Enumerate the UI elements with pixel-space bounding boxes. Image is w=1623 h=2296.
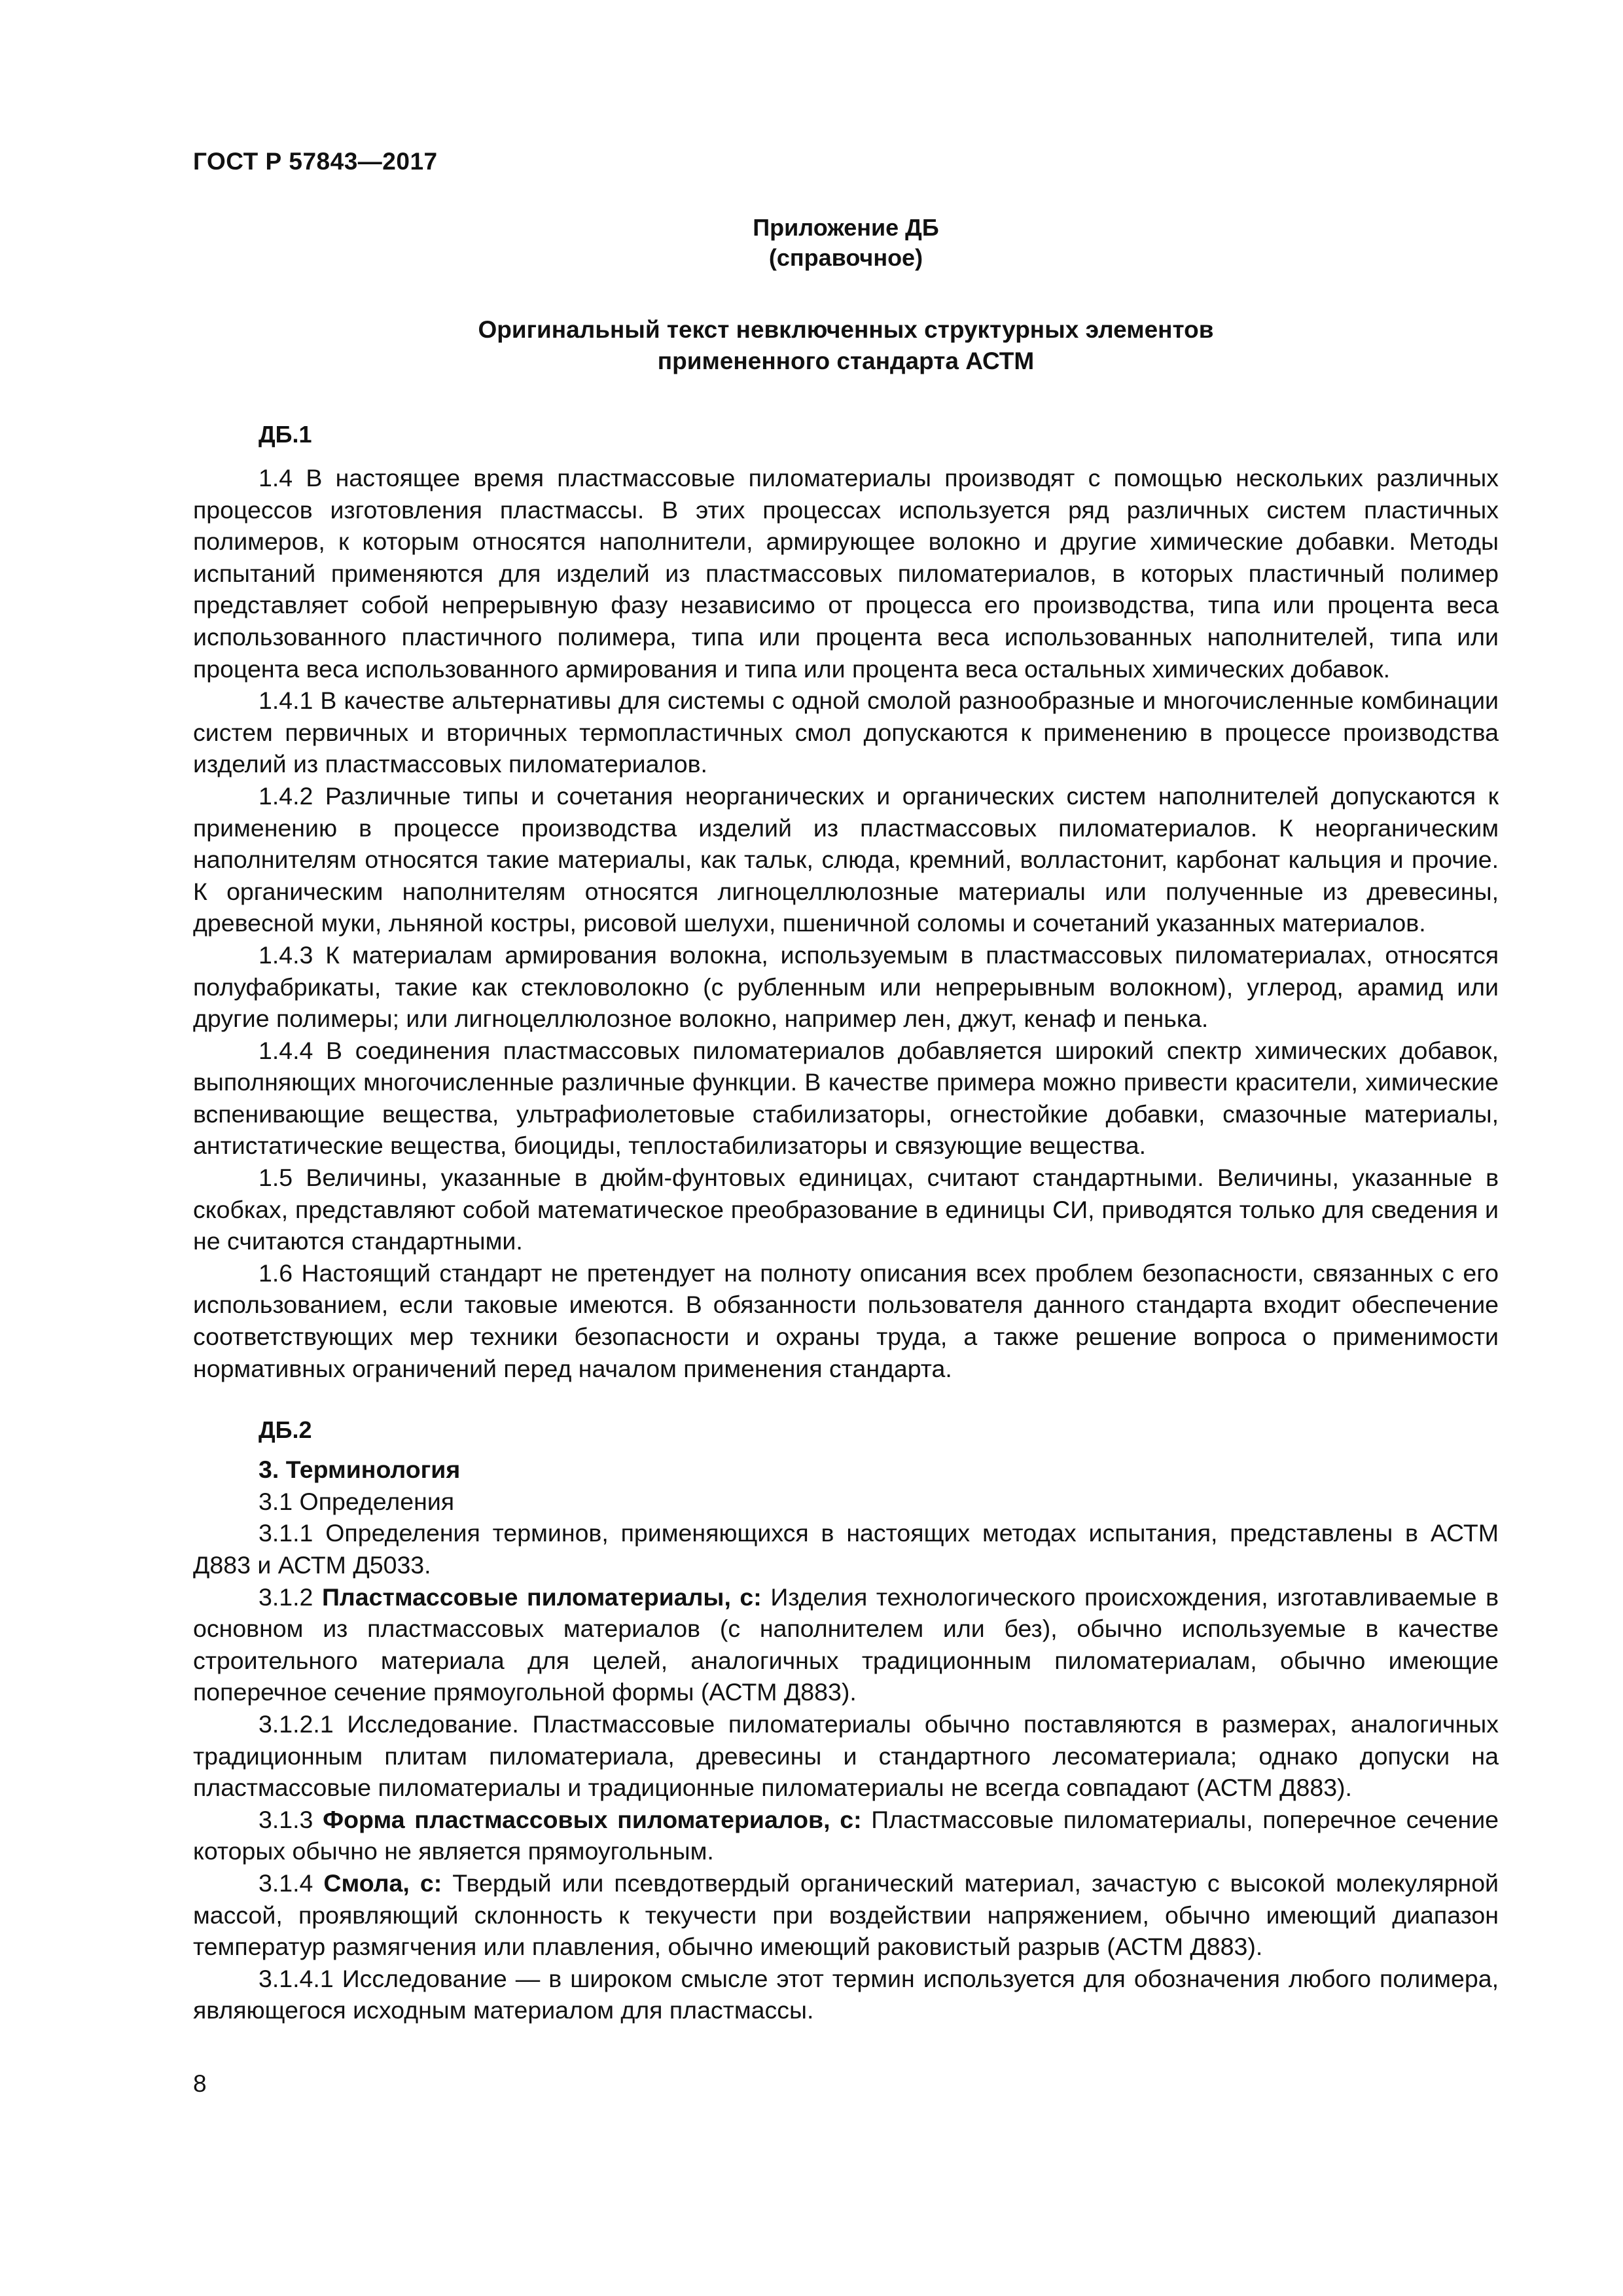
paragraph-1-4-3: 1.4.3 К материалам армирования волокна, используемым в пластмассовых пиломатериалах, относятся полуфабрикаты, такие как стекловолокно (с рубленным или непрерывным волокном), углерод, арамид или другие полимеры; или лигноцеллюлозное волокно, например лен, джут, кенаф и пенька. [193,941,1499,1033]
paragraph-3-1-4-1: 3.1.4.1 Исследование — в широком смысле этот термин используется для обозначения любого полимера, являющегося исходным материалом для пластмассы. [193,1964,1499,2024]
paragraph-3-1-2 [193,1581,1499,1708]
paragraph-3-1-1: 3.1.1 Определения терминов, применяющихся в настоящих методах испытания, представлены в АСТМ Д883 и АСТМ Д5033. [193,1519,1499,1579]
document-header: ГОСТ Р 57843—2017 [193,148,438,175]
paragraph-3-1-3-text: Пластмассовые пиломатериалы, поперечное сечение которых обычно не является прямоугольным. [193,1805,1499,1865]
document-body [193,213,1499,2026]
paragraph-3-1-2-number: 3.1.2 [259,1583,322,1611]
term-plastic-lumber-shape: Форма пластмассовых пиломатериалов, с: [323,1805,862,1833]
page-number: 8 [193,2070,207,2097]
paragraph-3-1-3-number: 3.1.3 [259,1805,323,1833]
section-label-db1: ДБ.1 [259,421,312,448]
annex-heading [193,213,1499,273]
term-resin: Смола, с: [323,1869,442,1897]
paragraph-3-1-4-text: Твердый или псевдотвердый органический материал, зачастую с высокой молекулярной массой, проявляющий склонность к текучести при воздействии напряжением, обычно имеющий диапазон температур размягчения или плавления, обычно имеющий раковистый разрыв (АСТМ Д883). [193,1869,1499,1961]
paragraph-1-4-2: 1.4.2 Различные типы и сочетания неорганических и органических систем наполнителей допускаются к применению в процессе производства изделий из пластмассовых пиломатериалов. К неорганическим наполнителям относятся такие материалы, как тальк, слюда, кремний, волластонит, карбонат кальция и прочие. К органическим наполнителям относятся лигноцеллюлозные материалы или полученные из древесины, древесной муки, льняной костры, рисовой шелухи, пшеничной соломы и сочетаний указанных материалов. [193,781,1499,937]
main-title [193,314,1499,377]
term-plastic-lumber: Пластмассовые пиломатериалы, с: [321,1583,762,1611]
annex-subtitle: (справочное) [768,244,923,271]
paragraph-3-1-3 [193,1804,1499,1867]
paragraph-1-4-1: 1.4.1 В качестве альтернативы для системы с одной смолой разнообразные и многочисленные комбинации систем первичных и вторичных термопластичных смол допускаются к применению в процессе производства изделий из пластмассовых пиломатериалов. [193,687,1499,778]
annex-title: Приложение ДБ [753,214,939,241]
terminology-heading: 3. Терминология [259,1456,461,1484]
main-title-line-1: Оригинальный текст невключенных структурных элементов [478,316,1214,343]
paragraph-1-4: 1.4 В настоящее время пластмассовые пиломатериалы производят с помощью нескольких различных процессов изготовления пластмассы. В этих процессах используется ряд различных систем пластичных полимеров, к которым относятся наполнители, армирующее волокно и другие химические добавки. Методы испытаний применяются для изделий из пластмассовых пиломатериалов, в которых пластичный полимер представляет собой непрерывную фазу независимо от процесса его производства, типа или процента веса использованного пластичного полимера, типа или процента веса использованных наполнителей, типа или процента веса использованного армирования и типа или процента веса остальных химических добавок. [193,464,1499,683]
main-title-line-2: примененного стандарта АСТМ [657,348,1035,374]
paragraph-3-1-4-number: 3.1.4 [259,1869,324,1897]
paragraph-1-6: 1.6 Настоящий стандарт не претендует на полноту описания всех проблем безопасности, связанных с его использованием, если таковые имеются. В обязанности пользователя данного стандарта входит обеспечение соответствующих мер техники безопасности и охраны труда, а также решение вопроса о применимости нормативных ограничений перед началом применения стандарта. [193,1259,1499,1382]
subsection-3-1: 3.1 Определения [259,1487,455,1515]
paragraph-1-4-4: 1.4.4 В соединения пластмассовых пиломатериалов добавляется широкий спектр химических добавок, выполняющих многочисленные различные функции. В качестве примера можно привести красители, химические вспенивающие вещества, ультрафиолетовые стабилизаторы, огнестойкие добавки, смазочные материалы, антистатические вещества, биоциды, теплостабилизаторы и связующие вещества. [193,1036,1499,1160]
section-label-db2: ДБ.2 [259,1416,312,1444]
paragraph-1-5: 1.5 Величины, указанные в дюйм-фунтовых единицах, считают стандартными. Величины, указанные в скобках, представляют собой математическое преобразование в единицы СИ, приводятся только для сведения и не считаются стандартными. [193,1164,1499,1255]
paragraph-3-1-4 [193,1867,1499,1963]
paragraph-3-1-2-1: 3.1.2.1 Исследование. Пластмассовые пиломатериалы обычно поставляются в размерах, аналогичных традиционным плитам пиломатериала, древесины и стандартного лесоматериала; однако допуски на пластмассовые пиломатериалы и традиционные пиломатериалы не всегда совпадают (АСТМ Д883). [193,1710,1499,1802]
paragraph-3-1-2-text: Изделия технологического происхождения, изготавливаемые в основном из пластмассовых материалов (с наполнителем или без), обычно используемые в качестве строительного материала для целей, аналогичных традиционным пиломатериалам, обычно имеющие поперечное сечение прямоугольной формы (АСТМ Д883). [193,1583,1499,1706]
